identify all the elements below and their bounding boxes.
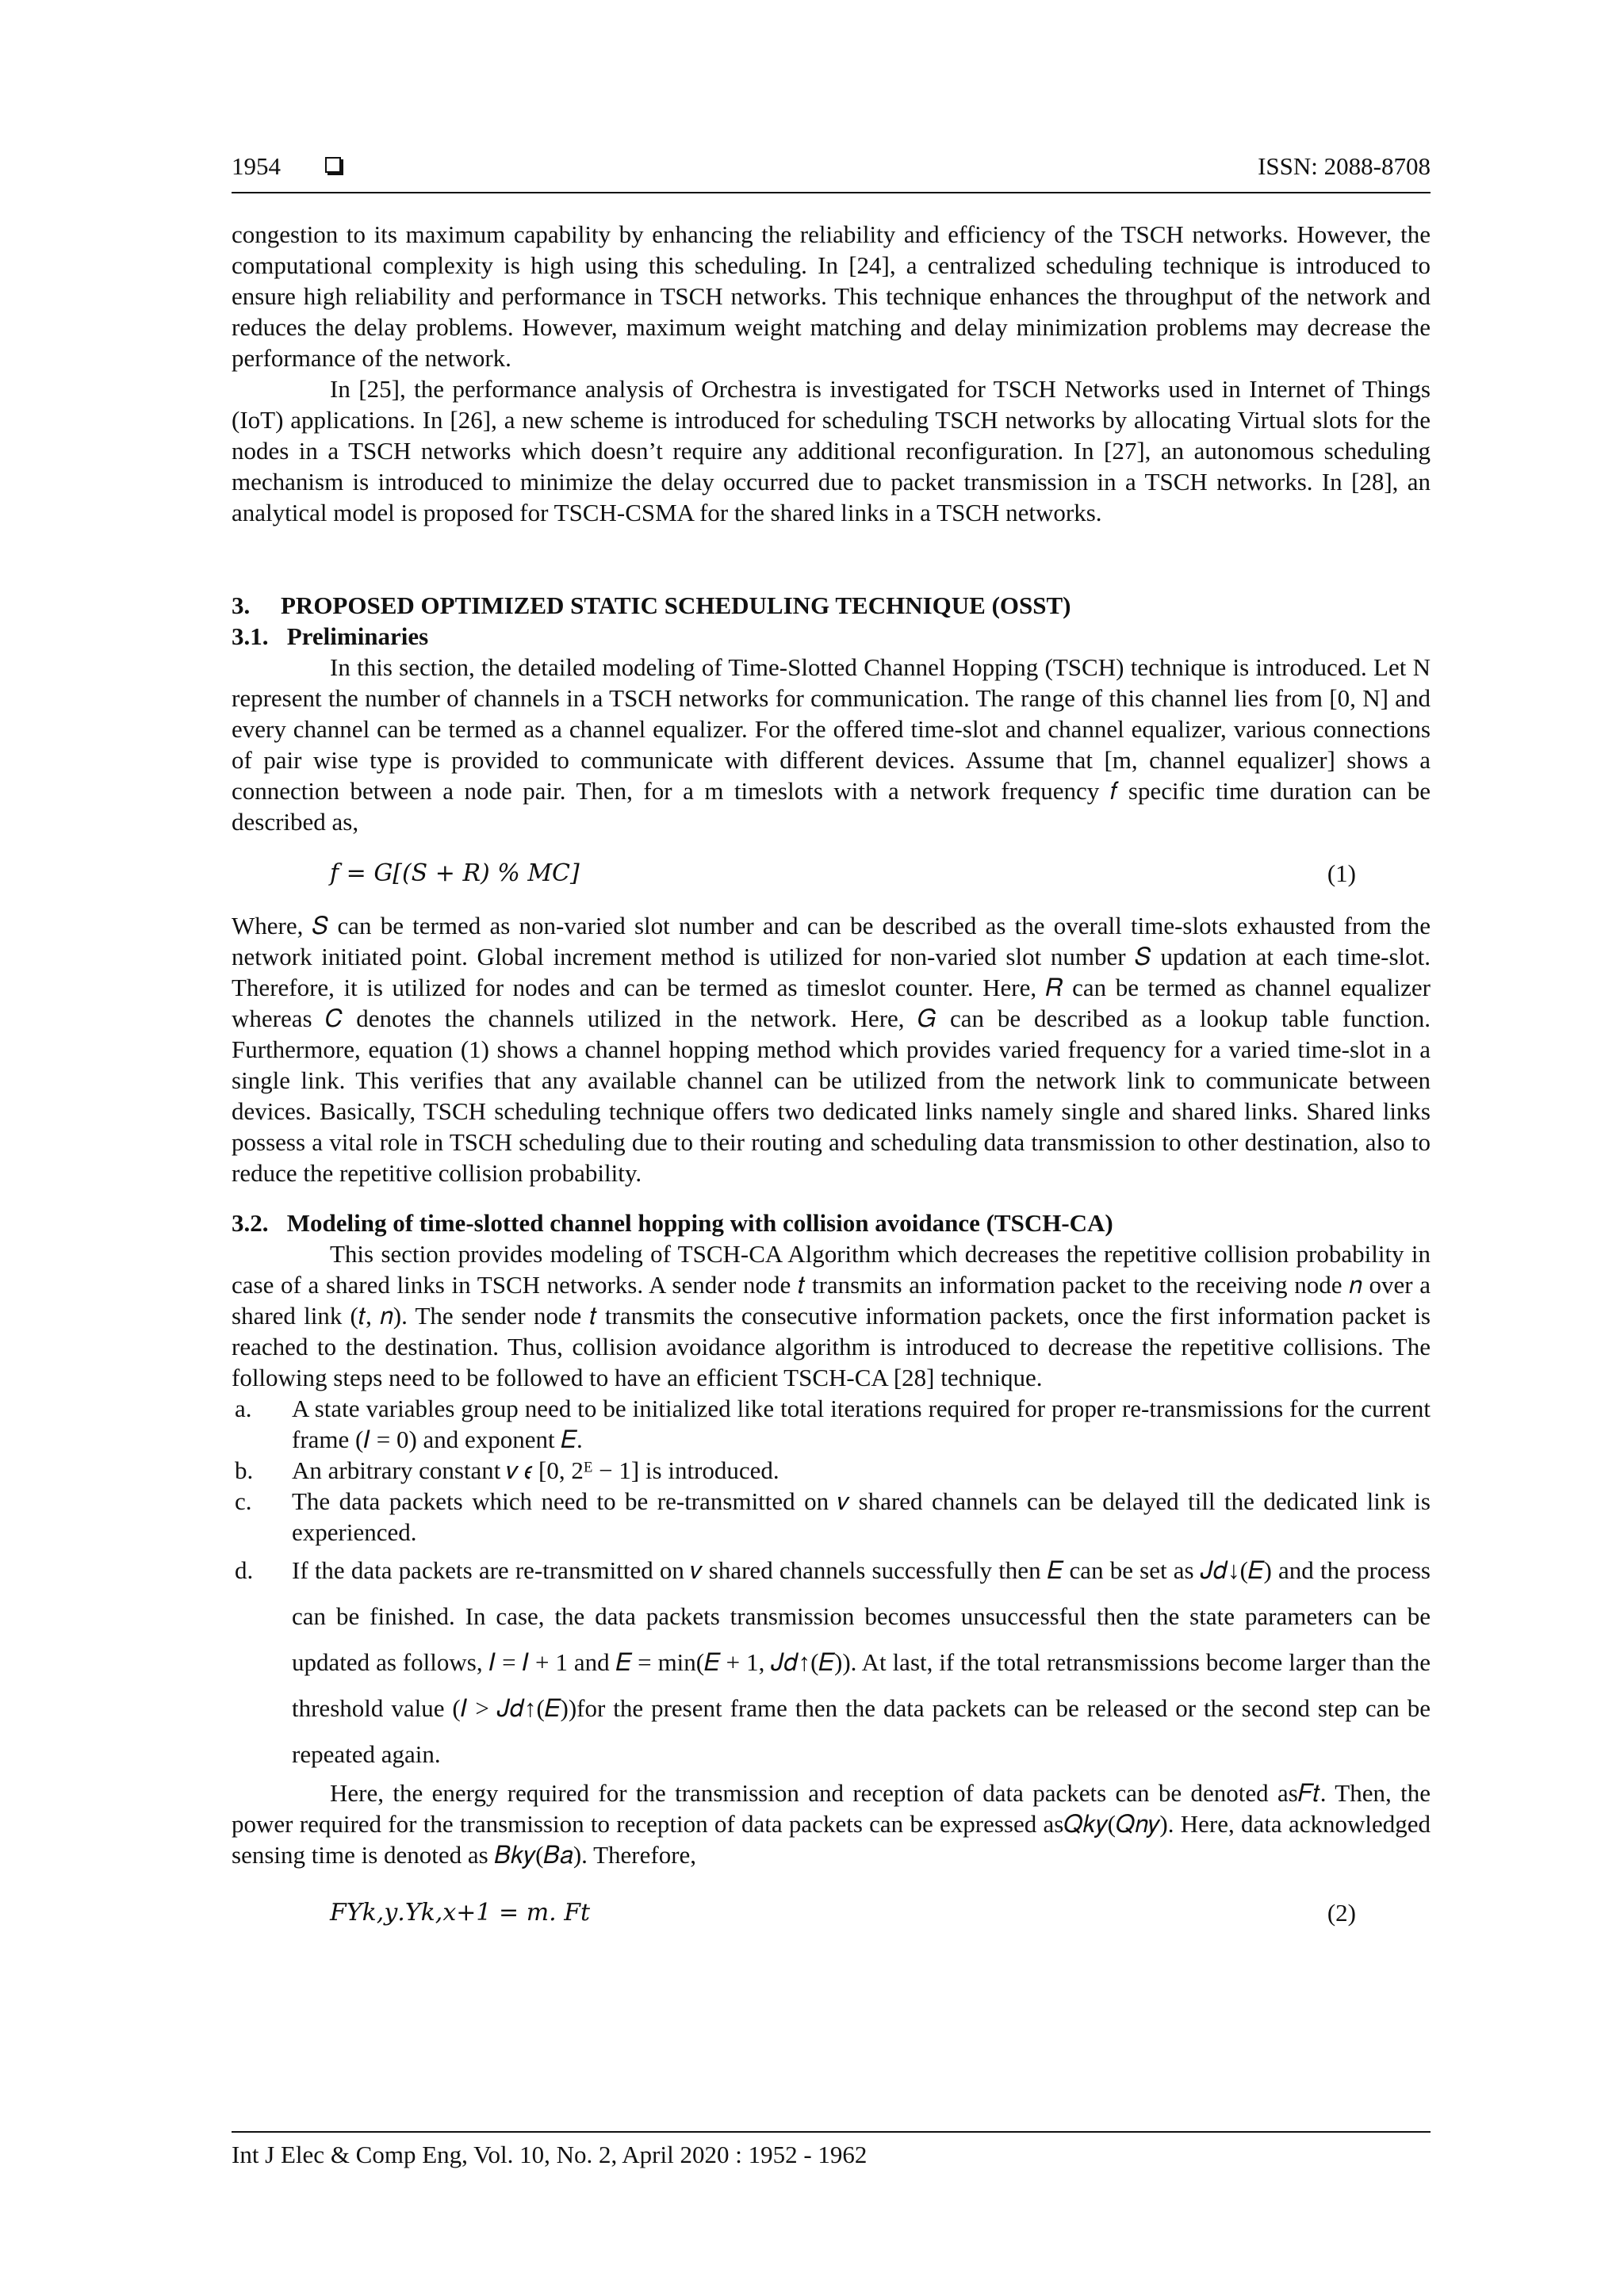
paragraph: Where, 𝑆 can be termed as non-varied slot number and can be described as the overall time-slots exhausted from the network initiated point. Global increment method is utilized for non-varied slot number 𝑆 updation at each time-slot. Therefore, it is utilized for nodes and can be termed as timeslot counter. Here, 𝑅 can be termed as channel equalizer whereas 𝐶 denotes the channels utilized in the network. Here, 𝐺 can be described as a lookup table function. Furthermore, equation (1) shows a channel hopping method which provides varied frequency for a varied time-slot in a single link. This verifies that any available channel can be utilized from the network link to communicate between devices. Basically, TSCH scheduling technique offers two dedicated links namely single and shared links. Shared links possess a vital role in TSCH scheduling due to their routing and scheduling data transmission to other destination, also to reduce the repetitive collision probability.	[232, 912, 1431, 1187]
checkbox-square-icon	[325, 157, 341, 173]
list-item-text: The data packets which need to be re-transmitted on 𝑣 shared channels can be delayed till the dedicated link is experienced.	[292, 1487, 1431, 1546]
equation-expression: 𝐹𝑌𝑘,𝑦.𝑌𝑘,𝑥+1 = 𝑚. 𝐹𝑡	[330, 1899, 591, 1927]
list-item-text: An arbitrary constant 𝑣 𝜖 [0, 2ᴱ − 1] is introduced.	[292, 1456, 779, 1484]
step-list	[232, 1393, 1431, 1777]
subsection-heading: 3.2. Modeling of time-slotted channel hopping with collision avoidance (TSCH-CA)	[232, 1209, 1113, 1237]
subsection-heading: 3.1. Preliminaries	[232, 622, 429, 650]
list-marker: b.	[235, 1456, 254, 1484]
section-heading: 3. PROPOSED OPTIMIZED STATIC SCHEDULING TECHNIQUE (OSST)	[232, 591, 1071, 619]
list-item	[232, 1548, 1431, 1777]
equation-expression: 𝑓 = 𝐺[(𝑆 + 𝑅) % 𝑀𝐶]	[330, 859, 580, 887]
equation-2	[232, 1894, 1431, 1932]
list-item	[232, 1486, 1431, 1548]
journal-citation: Int J Elec & Comp Eng, Vol. 10, No. 2, April 2020 : 1952 - 1962	[232, 2141, 868, 2168]
body-text	[232, 219, 1431, 1950]
paragraph: This section provides modeling of TSCH-CA Algorithm which decreases the repetitive collision probability in case of a shared links in TSCH networks. A sender node 𝑡 transmits an information packet to the receiving node 𝑛 over a shared link (𝑡, 𝑛). The sender node 𝑡 transmits the consecutive information packets, once the first information packet is reached to the destination. Thus, collision avoidance algorithm is introduced to decrease the repetitive collisions. The following steps need to be followed to have an efficient TSCH-CA [28] technique.	[232, 1240, 1431, 1391]
list-marker: d.	[235, 1556, 254, 1584]
page-number: 1954	[232, 152, 281, 180]
paragraph: In [25], the performance analysis of Orchestra is investigated for TSCH Networks used in Internet of Things (IoT) applications. In [26], a new scheme is introduced for scheduling TSCH networks by allocating Virtual slots for the nodes in a TSCH networks which doesn’t require any additional reconfiguration. In [27], an autonomous scheduling mechanism is introduced to minimize the delay occurred due to packet transmission in a TSCH networks. In [28], an analytical model is proposed for TSCH-CSMA for the shared links in a TSCH networks.	[232, 375, 1431, 526]
issn-label: ISSN: 2088-8708	[1258, 152, 1431, 180]
equation-1	[232, 855, 1431, 893]
list-marker: c.	[235, 1487, 252, 1515]
paragraph: In this section, the detailed modeling of Time-Slotted Channel Hopping (TSCH) technique is introduced. Let N represent the number of channels in a TSCH networks for communication. The range of this channel lies from [0, N] and every channel can be termed as a channel equalizer. For the offered time-slot and channel equalizer, various connections of pair wise type is provided to communicate with different devices. Assume that [m, channel equalizer] shows a connection between a node pair. Then, for a m timeslots with a network frequency 𝑓 specific time duration can be described as,	[232, 653, 1431, 836]
list-item-text: If the data packets are re-transmitted on 𝑣 shared channels successfully then 𝐸 can be set as 𝐽𝑑↓(𝐸) and the process can be finished. In case, the data packets transmission becomes unsuccessful then the state parameters can be updated as follows, 𝐼 = 𝐼 + 1 and 𝐸 = min(𝐸 + 1, 𝐽𝑑↑(𝐸)). At last, if the total retransmissions become larger than the threshold value (𝐼 > 𝐽𝑑↑(𝐸))for the present frame then the data packets can be released or the second step can be repeated again.	[292, 1556, 1431, 1768]
paragraph: Here, the energy required for the transmission and reception of data packets can be denoted as𝐹𝑡. Then, the power required for the transmission to reception of data packets can be expressed as𝑄𝑘𝑦(𝑄𝑛𝑦). Here, data acknowledged sensing time is denoted as 𝐵𝑘𝑦(𝐵𝑎). Therefore,	[232, 1779, 1431, 1869]
equation-number: (2)	[1327, 1899, 1356, 1927]
list-item-text: A state variables group need to be initialized like total iterations required for proper re-transmissions for the current frame (𝐼 = 0) and exponent 𝐸.	[292, 1395, 1431, 1453]
header-rule	[232, 192, 1431, 193]
equation-number: (1)	[1327, 859, 1356, 887]
list-item	[232, 1455, 1431, 1486]
page-header	[232, 151, 1431, 189]
footer-rule	[232, 2131, 1431, 2133]
paragraph: congestion to its maximum capability by enhancing the reliability and efficiency of the TSCH networks. However, the computational complexity is high using this scheduling. In [24], a centralized scheduling technique is introduced to ensure high reliability and performance in TSCH networks. This technique enhances the throughput of the network and reduces the delay problems. However, maximum weight matching and delay minimization problems may decrease the performance of the network.	[232, 220, 1431, 372]
list-marker: a.	[235, 1395, 252, 1422]
list-item	[232, 1393, 1431, 1455]
